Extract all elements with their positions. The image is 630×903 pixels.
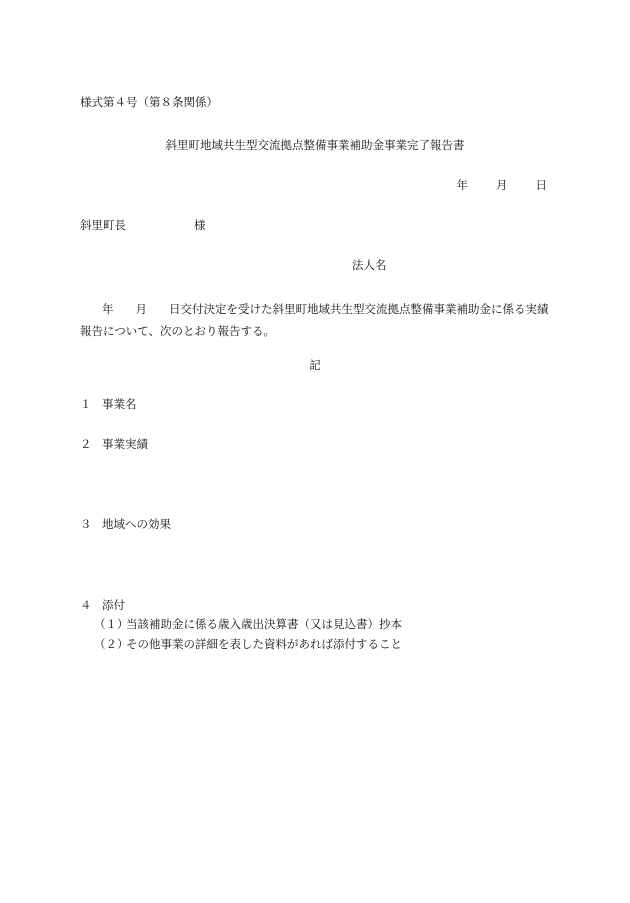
form-number: 様式第４号（第８条関係） [80,95,218,109]
date-day-label: 日 [535,178,547,192]
date-line [457,180,548,192]
body-month-label: 月 [135,302,147,316]
document-title: 斜里町地域共生型交流拠点整備事業補助金事業完了報告書 [165,138,465,152]
ki-heading: 記 [309,358,321,372]
section-attachments [80,600,125,612]
attachment-item [94,619,402,631]
section-label: 添付 [102,598,125,612]
body-paragraph [80,298,554,342]
recipient-line [80,220,206,232]
section-number: ２ [80,437,92,451]
body-year-label: 年 [102,302,114,316]
section-label: 地域への効果 [102,517,171,531]
attachment-number: （２） [94,637,129,651]
section-label: 事業実績 [102,437,148,451]
attachment-number: （１） [94,617,129,631]
section-number: ３ [80,517,92,531]
date-month-label: 月 [496,178,508,192]
section-project-results [80,439,148,451]
section-number: ４ [80,598,92,612]
section-number: １ [80,397,92,411]
recipient-honorific: 様 [194,218,206,232]
section-label: 事業名 [102,397,137,411]
date-year-label: 年 [456,178,468,192]
section-project-name [80,399,137,411]
section-regional-effect [80,519,171,531]
attachment-text: 当該補助金に係る歳入歳出決算書（又は見込書）抄本 [126,617,402,631]
body-text: 日交付決定を受けた斜里町地域共生型交流拠点整備事業補助金に係る実績報告について、次のとおり報告する。 [80,302,549,338]
recipient-name: 斜里町長 [80,218,126,232]
attachment-text: その他事業の詳細を表した資料があれば添付すること [126,637,402,651]
corporation-name-label: 法人名 [352,258,387,272]
attachment-item [94,639,402,651]
